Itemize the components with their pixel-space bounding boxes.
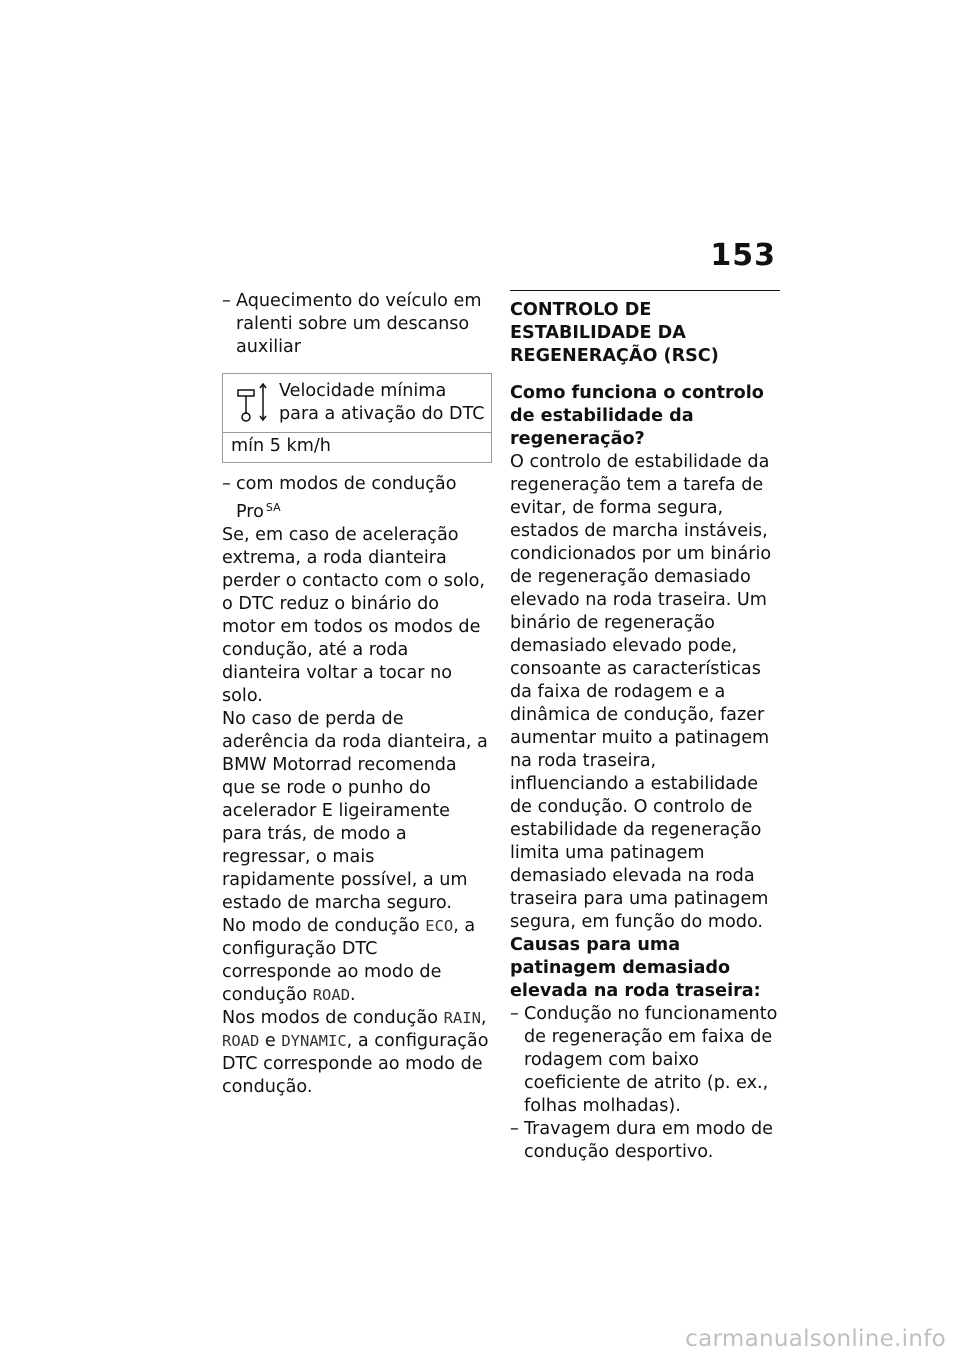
paragraph	[222, 1007, 492, 1099]
paragraph: Se, em caso de aceleração extrema, a roda dianteira perder o contacto com o solo, o DTC reduz o binário do motor em todos os modos de condução, até a roda dianteira voltar a tocar no solo.	[222, 525, 485, 706]
spec-label: Velocidade mínima para a ativação do DTC	[279, 381, 485, 424]
mode-dynamic: DYNAMIC	[281, 1032, 347, 1050]
text-run: , a configuração DTC corresponde ao modo de condução	[222, 916, 476, 1005]
text-run: Nos modos de condução	[222, 1008, 444, 1028]
special-equipment-superscript: SA	[265, 501, 281, 514]
paragraph: No caso de perda de aderência da roda dianteira, a BMW Motorrad recomenda que se rode o punho do acelerador E ligeiramente para trás, de modo a regressar, o mais rapidamente possível, a um estado de marcha seguro.	[222, 709, 488, 913]
list-item-text: Condução no funcionamento de regeneração em faixa de rodagem com baixo coeficiente de atrito (p. ex., folhas molhadas).	[524, 1004, 778, 1116]
list-item-text: Aquecimento do veículo em ralenti sobre um descanso auxiliar	[236, 291, 482, 357]
text-run: .	[350, 985, 356, 1005]
subheading: Causas para uma patinagem demasiado elevada na roda traseira:	[510, 935, 761, 1001]
bullet-dash: –	[510, 1119, 519, 1139]
subheading: Como funciona o controlo de estabilidade da regeneração?	[510, 383, 764, 449]
mode-road: ROAD	[312, 986, 351, 1004]
speedometer-minimum-icon	[235, 380, 271, 424]
watermark: carmanualsonline.info	[685, 1326, 946, 1352]
list-item-label: com modos de condução Pro	[236, 474, 457, 522]
list-item-text	[236, 473, 492, 524]
list-item	[510, 1003, 780, 1118]
list-item	[510, 1118, 780, 1164]
text-run: , a configuração DTC corresponde ao modo de condução.	[222, 1031, 489, 1097]
left-column	[222, 290, 492, 1099]
bullet-dash: –	[222, 474, 231, 494]
list-item	[222, 290, 492, 359]
bullet-dash: –	[510, 1004, 519, 1024]
spec-table	[222, 373, 492, 463]
page-number: 153	[710, 238, 776, 273]
mode-eco: ECO	[425, 917, 454, 935]
right-column	[510, 290, 780, 1164]
list-item-text: Travagem dura em modo de condução desportivo.	[524, 1119, 773, 1162]
paragraph	[222, 915, 492, 1007]
mode-road: ROAD	[222, 1032, 260, 1050]
mode-rain: RAIN	[443, 1009, 481, 1027]
paragraph: O controlo de estabilidade da regeneração tem a tarefa de evitar, de forma segura, estados de marcha instáveis, condicionados por um binário de regeneração demasiado elevado na roda traseira. Um binário de regeneração demasiado elevado pode, consoante as características da faixa de rodagem e a dinâmica de condução, fazer aumentar muito a patinagem na roda traseira, influenciando a estabilidade de condução. O controlo de estabilidade da regeneração limita uma patinagem demasiado elevada na roda traseira para uma patinagem segura, em função do modo.	[510, 452, 772, 932]
section-heading: CONTROLO DE ESTABILIDADE DA REGENERAÇÃO (RSC)	[510, 290, 780, 368]
text-run: e	[259, 1031, 282, 1051]
text-run: ,	[480, 1008, 487, 1028]
spec-header	[223, 374, 491, 433]
bullet-dash: –	[222, 291, 231, 311]
text-run: No modo de condução	[222, 916, 426, 936]
spec-value: mín 5 km/h	[231, 436, 331, 456]
list-item	[222, 473, 492, 524]
